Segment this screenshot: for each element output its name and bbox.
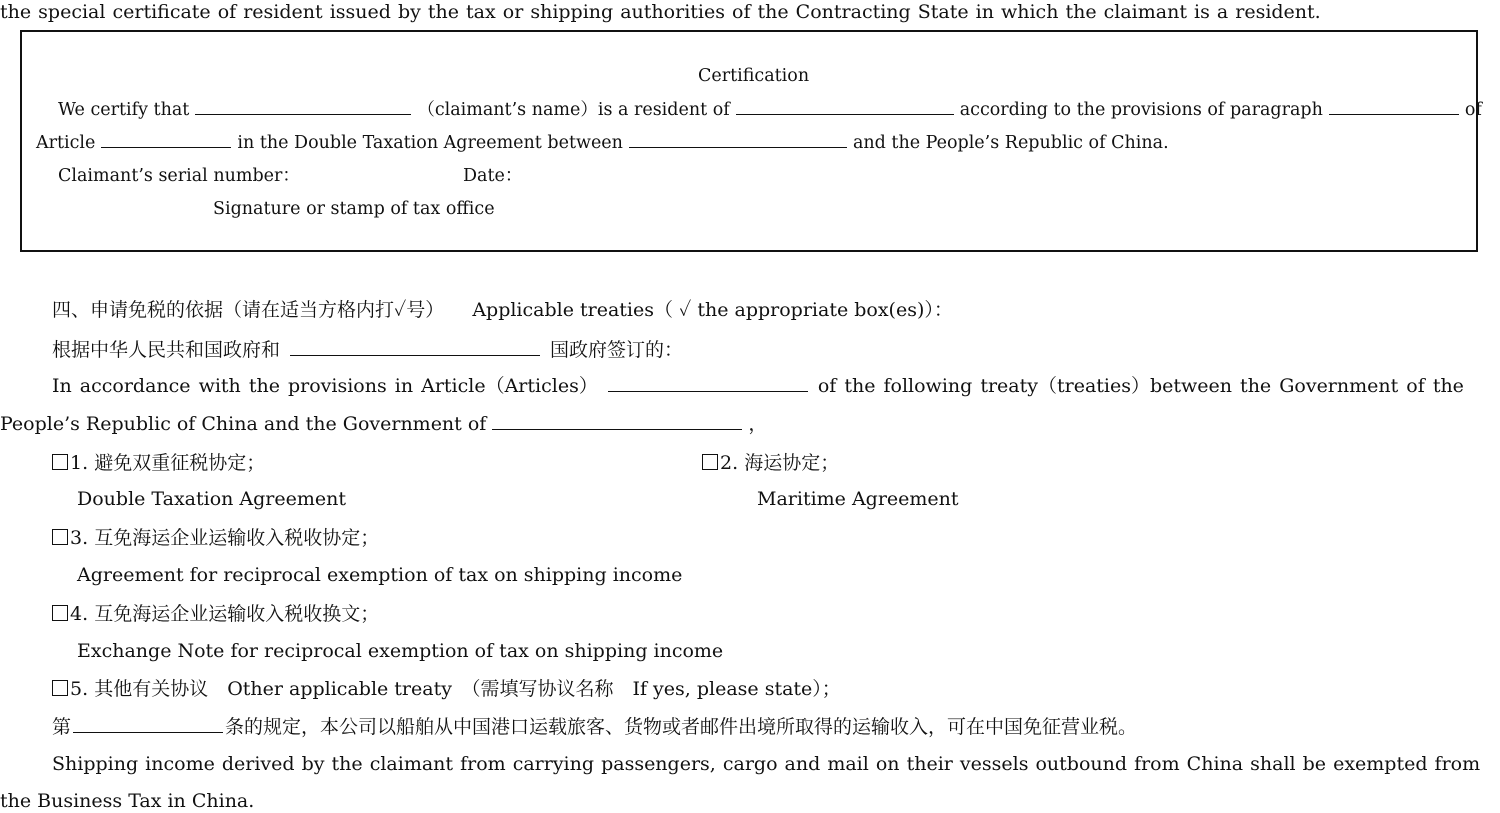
article-cn-a: 第 bbox=[52, 716, 72, 738]
and-prc-text: and the People’s Republic of China. bbox=[852, 133, 1169, 153]
accord-en-b: of the following treaty（treaties）between the Government of the bbox=[817, 375, 1464, 397]
of-text: of bbox=[1464, 100, 1482, 120]
serial-number-label: Claimant’s serial number： bbox=[58, 166, 300, 186]
option-1-num: 1. bbox=[70, 452, 89, 474]
accord-en-a: In accordance with the provisions in Article（Articles） bbox=[52, 375, 598, 397]
option-4-checkbox[interactable] bbox=[52, 605, 68, 621]
cert-line-2 bbox=[36, 130, 1169, 155]
intro-line: the special certificate of resident issued by the tax or shipping authorities of the Contracting State in which the claimant is a resident. bbox=[0, 1, 1321, 23]
accordance-line-1 bbox=[52, 374, 1464, 398]
certification-title: Certification bbox=[698, 66, 810, 86]
dta-text: in the Double Taxation Agreement between bbox=[237, 133, 623, 153]
basis-cn-b: 国政府签订的： bbox=[550, 339, 684, 361]
contracting-state-blank[interactable] bbox=[629, 130, 847, 148]
option-2-checkbox[interactable] bbox=[702, 454, 718, 470]
residence-blank[interactable] bbox=[736, 97, 954, 115]
claimant-name-blank[interactable] bbox=[195, 97, 411, 115]
signature-label: Signature or stamp of tax office bbox=[213, 199, 495, 219]
section4-heading-cn: 四、申请免税的依据（请在适当方格内打✓号） bbox=[52, 299, 445, 321]
option-4 bbox=[52, 602, 379, 626]
article-text: Article bbox=[36, 133, 96, 153]
section4-heading-en: Applicable treaties（ ✓ the appropriate box(es)）： bbox=[472, 299, 953, 321]
option-1-cn: 避免双重征税协定； bbox=[94, 452, 266, 474]
exempt-line-1: Shipping income derived by the claimant from carrying passengers, cargo and mail on their vessels outbound from China shall be exempted from bbox=[52, 753, 1481, 775]
article-line-cn bbox=[52, 715, 1137, 739]
option-2-num: 2. bbox=[720, 452, 739, 474]
accord-en-c: People’s Republic of China and the Government of bbox=[0, 413, 487, 435]
article-number-blank-cn[interactable] bbox=[73, 715, 223, 733]
option-3 bbox=[52, 526, 379, 550]
accord-en-d: ， bbox=[748, 413, 768, 435]
option-3-en: Agreement for reciprocal exemption of tax on shipping income bbox=[77, 564, 683, 586]
section4-heading bbox=[52, 298, 953, 322]
basis-cn-a: 根据中华人民共和国政府和 bbox=[52, 339, 281, 361]
accordance-line-2 bbox=[0, 412, 767, 436]
article-blank[interactable] bbox=[101, 130, 231, 148]
according-text: according to the provisions of paragraph bbox=[959, 100, 1323, 120]
exempt-line-2: the Business Tax in China. bbox=[0, 790, 255, 812]
option-3-cn: 互免海运企业运输收入税收协定； bbox=[94, 527, 380, 549]
government-blank-cn[interactable] bbox=[290, 338, 540, 356]
paragraph-blank[interactable] bbox=[1329, 97, 1459, 115]
option-1 bbox=[52, 451, 265, 475]
option-4-en: Exchange Note for reciprocal exemption of tax on shipping income bbox=[77, 640, 724, 662]
option-3-num: 3. bbox=[70, 527, 89, 549]
option-2-cn: 海运协定； bbox=[744, 452, 840, 474]
option-1-en: Double Taxation Agreement bbox=[77, 488, 347, 510]
option-1-checkbox[interactable] bbox=[52, 454, 68, 470]
date-label: Date： bbox=[463, 166, 523, 186]
government-blank-en[interactable] bbox=[492, 412, 742, 430]
articles-blank[interactable] bbox=[608, 374, 808, 392]
claimant-name-text: （claimant’s name）is a resident of bbox=[417, 100, 730, 120]
we-certify-text: We certify that bbox=[58, 100, 190, 120]
cert-line-1 bbox=[58, 97, 1482, 122]
option-4-cn: 互免海运企业运输收入税收换文； bbox=[94, 603, 380, 625]
option-5 bbox=[52, 677, 841, 701]
article-cn-b: 条的规定，本公司以船舶从中国港口运载旅客、货物或者邮件出境所取得的运输收入，可在中国免征营业税。 bbox=[225, 716, 1138, 738]
option-4-num: 4. bbox=[70, 603, 89, 625]
option-5-checkbox[interactable] bbox=[52, 680, 68, 696]
basis-line-cn bbox=[52, 338, 683, 362]
option-5-cn: 其他有关协议 Other applicable treaty （需填写协议名称 If yes, please state）； bbox=[94, 678, 841, 700]
option-5-num: 5. bbox=[70, 678, 89, 700]
option-2-en: Maritime Agreement bbox=[757, 488, 959, 510]
option-3-checkbox[interactable] bbox=[52, 529, 68, 545]
option-2 bbox=[702, 451, 839, 475]
